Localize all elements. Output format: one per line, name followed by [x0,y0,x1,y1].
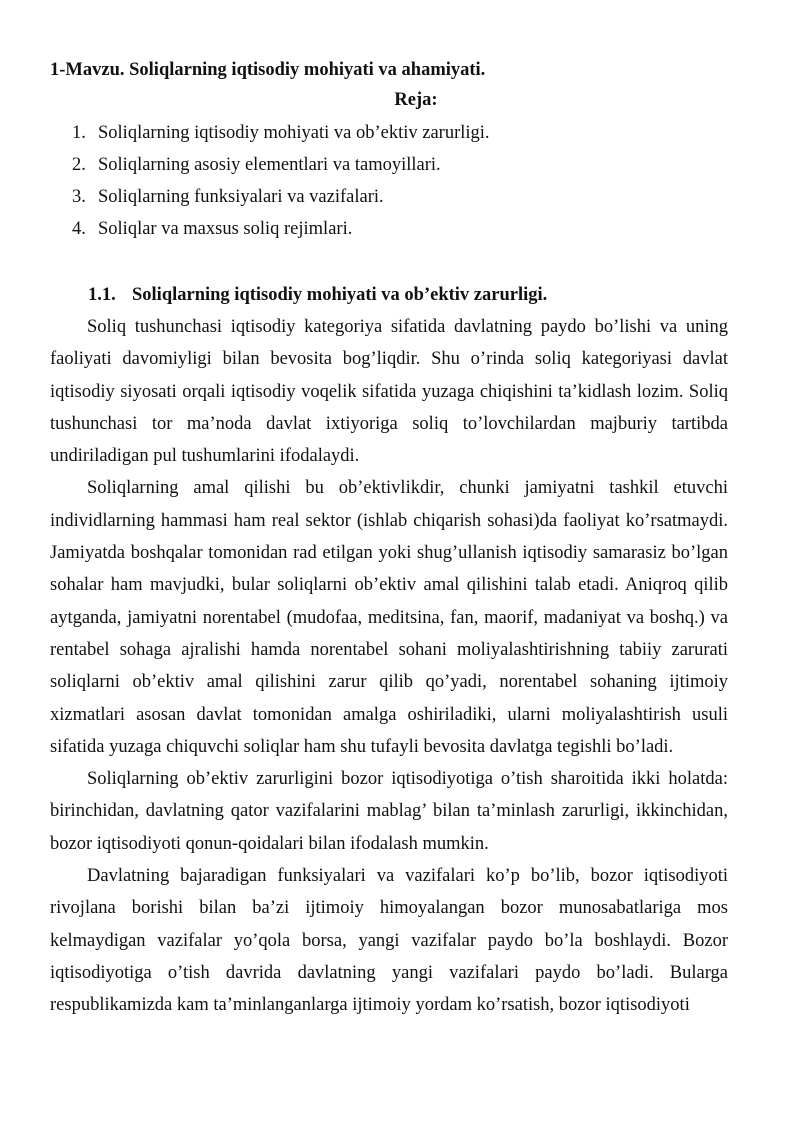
plan-item [72,213,728,245]
plan-heading: Reja: [394,90,438,110]
plan-item-text: Soliqlarning iqtisodiy mohiyati va ob’ektiv zarurligi. [98,123,490,143]
plan-item-text: Soliqlarning asosiy elementlari va tamoyillari. [98,155,441,175]
topic-title: 1-Mavzu. Soliqlarning iqtisodiy mohiyati va ahamiyati. [50,60,486,80]
plan-item [72,117,728,149]
body-paragraph: Davlatning bajaradigan funksiyalari va vazifalari ko’p bo’lib, bozor iqtisodiyoti rivojlana borishi bilan ba’zi ijtimoiy himoyalangan bozor munosabatlariga mos kelmaydigan vazifalar yo’qola borsa, yangi vazifalar paydo bo’la boshlaydi. Bozor iqtisodiyotiga o’tish davrida davlatning yangi vazifalari paydo bo’ladi. Bularga respublikamizda kam ta’minlanganlarga ijtimoiy yordam ko’rsatish, bozor iqtisodiyoti [50,866,728,1016]
body-paragraph: Soliqlarning amal qilishi bu ob’ektivlikdir, chunki jamiyatni tashkil etuvchi individlarning hammasi ham real sektor (ishlab chiqarish sohasi)da faoliyat ko’rsatmaydi. Jamiyatda boshqalar tomonidan rad etilgan yoki shug’ullanish iqtisodiy samarasiz bo’lgan sohalar ham mavjudki, bular soliqlarni ob’ektiv amal qilishini talab etadi. Aniqroq qilib aytganda, jamiyatni norentabel (mudofaa, meditsina, fan, maorif, madaniyat va boshq.) va rentabel sohaga ajralishi hamda norentabel sohani moliyalashtirishning tabiiy zarurati soliqlarni ob’ektiv amal qilishini zarur qilib qo’yadi, norentabel sohaning ijtimoiy xizmatlari asosan davlat tomonidan amalga oshiriladiki, ularni moliyalashtirish usuli sifatida yuzaga chiquvchi soliqlar ham shu tufayli bevosita davlatga tegishli bo’ladi. [50,478,728,757]
plan-item [72,181,728,213]
plan-item [72,149,728,181]
plan-item-text: Soliqlar va maxsus soliq rejimlari. [98,219,353,239]
plan-item-number: 2. [72,155,86,175]
section-title: Soliqlarning iqtisodiy mohiyati va ob’ektiv zarurligi. [132,285,548,305]
body-paragraph: Soliqlarning ob’ektiv zarurligini bozor iqtisodiyotiga o’tish sharoitida ikki holatda: birinchidan, davlatning qator vazifalarini mablag’ bilan ta’minlash zarurligi, ikkinchidan, bozor iqtisodiyoti qonun-qoidalari bilan ifodalash mumkin. [50,769,728,854]
plan-item-number: 3. [72,187,86,207]
plan-item-number: 4. [72,219,86,239]
body-paragraph: Soliq tushunchasi iqtisodiy kategoriya sifatida davlatning paydo bo’lishi va uning faoliyati davomiyligi bilan bevosita bog’liqdir. Shu o’rinda soliq kategoriyasi davlat iqtisodiy siyosati orqali iqtisodiy voqelik sifatida yuzaga chiqishini ta’kidlash lozim. Soliq tushunchasi tor ma’noda davlat ixtiyoriga soliq to’lovchilardan majburiy tartibda undiriladigan pul tushumlarini ifodalaydi. [50,317,728,467]
section-heading [88,281,728,309]
plan-item-text: Soliqlarning funksiyalari va vazifalari. [98,187,384,207]
plan-list [50,117,728,245]
plan-item-number: 1. [72,123,86,143]
section-number: 1.1. [88,285,116,305]
